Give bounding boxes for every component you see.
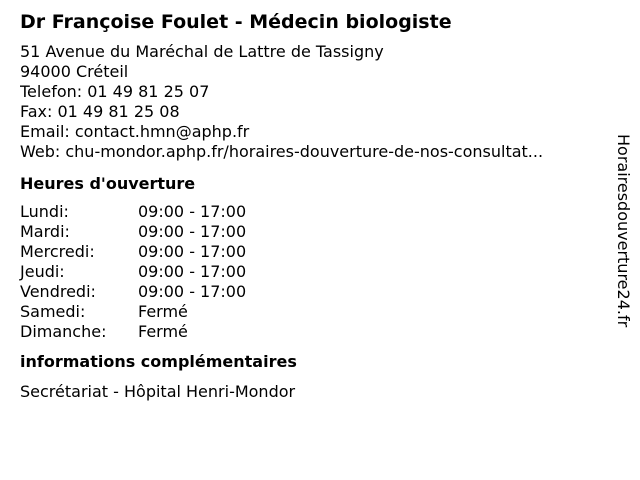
- day-hours: Fermé: [138, 302, 188, 321]
- day-hours: 09:00 - 17:00: [138, 282, 247, 301]
- hours-row-thursday: [20, 262, 246, 282]
- day-hours: 09:00 - 17:00: [138, 202, 247, 221]
- address-street: 51 Avenue du Maréchal de Lattre de Tassigny: [20, 42, 384, 61]
- additional-info-heading: informations complémentaires: [20, 352, 297, 371]
- day-label: Mercredi:: [20, 242, 95, 261]
- hours-row-saturday: [20, 302, 246, 322]
- opening-hours-heading: Heures d'ouverture: [20, 174, 196, 193]
- day-hours: Fermé: [138, 322, 188, 341]
- hours-row-sunday: [20, 322, 246, 342]
- website-link: Web: chu-mondor.aphp.fr/horaires-douverture-de-nos-consultat...: [20, 142, 544, 161]
- hours-row-tuesday: [20, 222, 246, 242]
- opening-hours-table: [20, 202, 246, 342]
- day-label: Jeudi:: [20, 262, 65, 281]
- day-label: Samedi:: [20, 302, 86, 321]
- address-city: 94000 Créteil: [20, 62, 129, 81]
- day-label: Vendredi:: [20, 282, 96, 301]
- fax-number: Fax: 01 49 81 25 08: [20, 102, 180, 121]
- page-title: Dr Françoise Foulet - Médecin biologiste: [20, 11, 452, 33]
- phone-number: Telefon: 01 49 81 25 07: [20, 82, 210, 101]
- hours-row-friday: [20, 282, 246, 302]
- hours-row-monday: [20, 202, 246, 222]
- day-hours: 09:00 - 17:00: [138, 222, 247, 241]
- email-address: Email: contact.hmn@aphp.fr: [20, 122, 250, 141]
- brand-watermark: Horairesdouverture24.fr: [614, 134, 633, 328]
- day-label: Lundi:: [20, 202, 69, 221]
- contact-block: [20, 42, 610, 162]
- day-hours: 09:00 - 17:00: [138, 242, 247, 261]
- day-label: Mardi:: [20, 222, 70, 241]
- day-hours: 09:00 - 17:00: [138, 262, 247, 281]
- day-label: Dimanche:: [20, 322, 107, 341]
- business-card: [20, 10, 610, 402]
- additional-info-text: Secrétariat - Hôpital Henri-Mondor: [20, 382, 296, 401]
- hours-row-wednesday: [20, 242, 246, 262]
